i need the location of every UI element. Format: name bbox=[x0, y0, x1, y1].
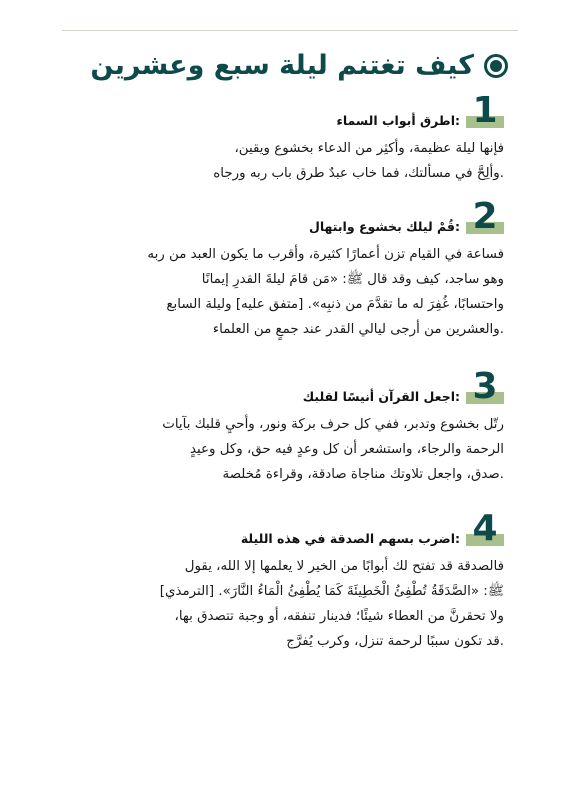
paragraph-line: .قد تكون سببًا لرحمة تنزل، وكرب يُفرَّج bbox=[286, 634, 504, 649]
section-heading: :اطرق أبواب السماء bbox=[336, 113, 460, 128]
section-heading-row bbox=[42, 196, 504, 237]
section-heading: :اضرب بسهم الصدقة في هذه الليلة bbox=[240, 531, 460, 546]
paragraph-line: واحتسابًا، غُفِرَ له ما تقدَّمَ من ذنبِه». [متفق عليه] وليلة السابع bbox=[166, 297, 504, 312]
paragraph-line: فساعة في القيام تزن أعمارًا كثيرة، وأقرب ما يكون العبد من ربه bbox=[147, 247, 504, 262]
section-heading-row bbox=[42, 366, 504, 407]
section-number: 3 bbox=[472, 366, 498, 407]
section-paragraph bbox=[42, 412, 504, 487]
section-paragraph bbox=[42, 242, 504, 342]
paragraph-line: فإنها ليلة عظيمة، وأكثِر من الدعاء بخشوع ويقين، bbox=[234, 141, 504, 156]
page-title: كيف تغتنم ليلة سبع وعشرين bbox=[90, 50, 474, 81]
paragraph-line: ولا تحقرنَّ من العطاء شيئًا؛ فدينار تنفقه، أو وجبة تتصدق بها، bbox=[174, 609, 504, 624]
section-number-badge bbox=[466, 196, 504, 237]
paragraph-line: الرحمة والرجاء، واستشعر أن كل وعدٍ فيه حق، وكل وعيدٍ bbox=[189, 442, 504, 457]
paragraph-line: .وألِحَّ في مسألتك، فما خاب عبدٌ طرق باب ربه ورجاه bbox=[213, 166, 504, 181]
section-heading: :قُمْ ليلك بخشوع وابتهال bbox=[308, 219, 460, 234]
section-number-badge bbox=[466, 508, 504, 549]
section-number-badge bbox=[466, 90, 504, 131]
page-title-row bbox=[68, 42, 508, 90]
paragraph-line: .والعشرين من أرجى ليالي القدر عند جمعٍ من العلماء bbox=[212, 322, 504, 337]
top-divider bbox=[62, 30, 518, 31]
tip-section-4 bbox=[42, 508, 504, 654]
radio-bullet-icon bbox=[484, 54, 508, 78]
section-number-badge bbox=[466, 366, 504, 407]
section-number: 1 bbox=[472, 90, 498, 131]
section-heading-row bbox=[42, 508, 504, 549]
paragraph-line: ﷺ: «الصَّدَقَةُ تُطْفِئُ الْخَطِيئَةَ كَمَا يُطْفِئُ الْمَاءُ النَّارَ». [الترمذي] bbox=[159, 584, 504, 599]
paragraph-line: فالصدقة قد تفتح لك أبوابًا من الخير لا يعلمها إلا الله، يقول bbox=[184, 559, 504, 574]
tip-section-2 bbox=[42, 196, 504, 342]
paragraph-line: وهو ساجد، كيف وقد قال ﷺ: «مَن قامَ ليلةَ القدرِ إيمانًا bbox=[201, 272, 504, 287]
section-number: 4 bbox=[472, 508, 498, 549]
paragraph-line: .صدق، واجعل تلاوتك مناجاة صادقة، وقراءة مُخلصة bbox=[222, 467, 504, 482]
paragraph-line: رتّل بخشوع وتدبر، ففي كل حرف بركة ونور، وأحيِ قلبك بآيات bbox=[162, 417, 504, 432]
tip-section-3 bbox=[42, 366, 504, 487]
tip-section-1 bbox=[42, 90, 504, 186]
section-paragraph bbox=[42, 554, 504, 654]
section-heading-row bbox=[42, 90, 504, 131]
section-number: 2 bbox=[472, 196, 498, 237]
section-paragraph bbox=[42, 136, 504, 186]
section-heading: :اجعل القرآن أنيسًا لقلبك bbox=[302, 389, 460, 404]
